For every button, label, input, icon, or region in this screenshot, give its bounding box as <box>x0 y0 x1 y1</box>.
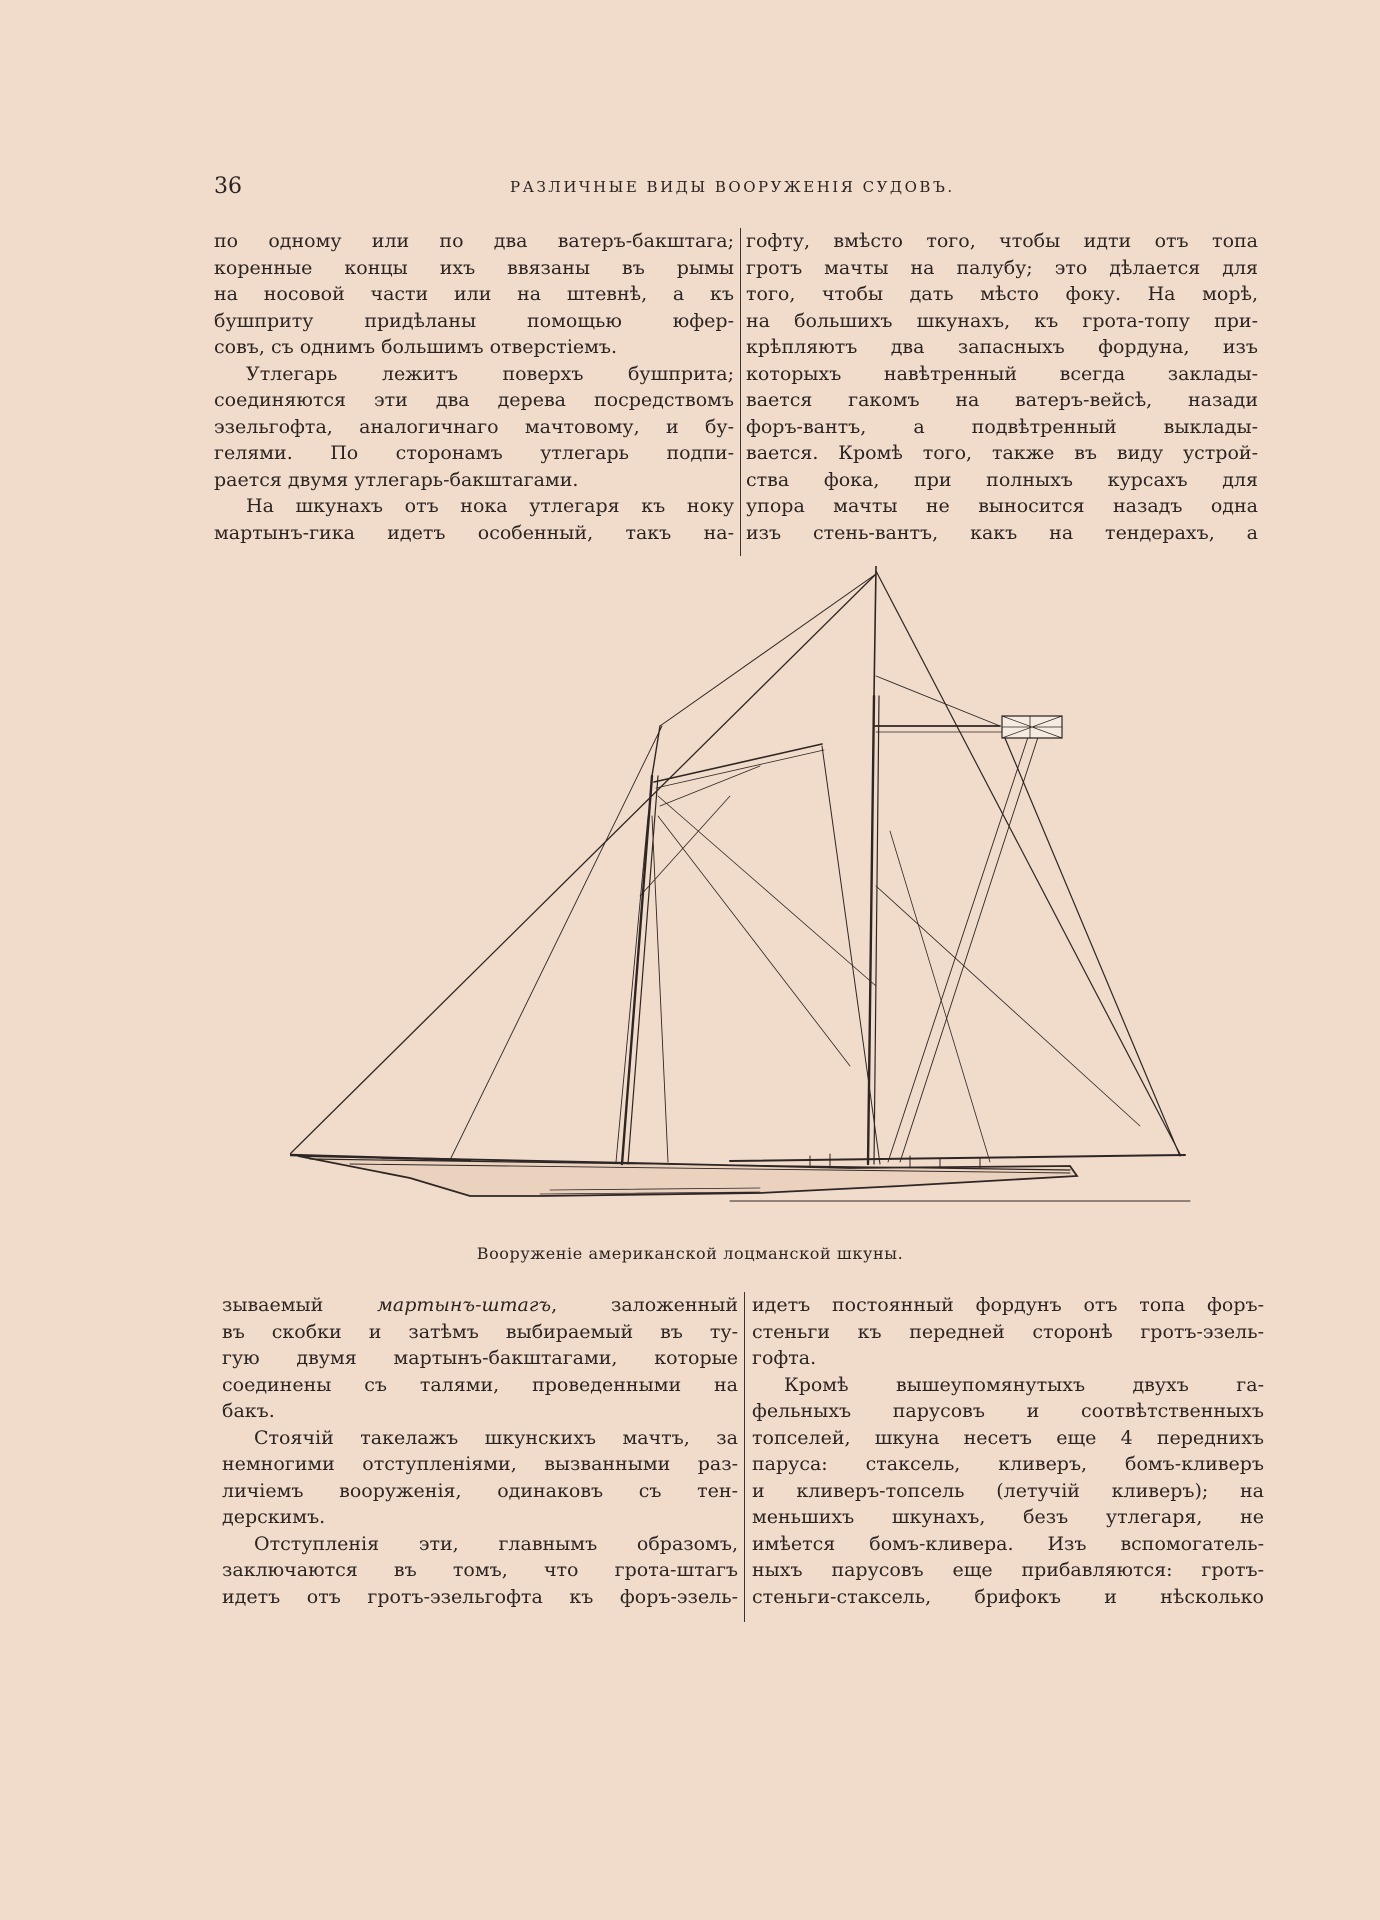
text-line: по одному или по два ватеръ-бакштага; <box>214 230 734 252</box>
mainmast-2 <box>874 696 879 1164</box>
mainsail-leech <box>1002 731 1180 1156</box>
text-line <box>222 1292 738 1319</box>
text-line: бушприту придѣланы помощью юфер- <box>214 309 734 332</box>
foremast <box>622 776 652 1164</box>
text-line: на большихъ шкунахъ, къ грота-топу при- <box>746 309 1258 332</box>
column-rule-top <box>740 228 741 556</box>
main-topsail-sheet <box>876 676 1000 726</box>
jib-stay <box>290 574 876 1154</box>
backstay-1 <box>888 731 1030 1162</box>
schooner-illustration <box>290 566 1230 1216</box>
maintopmast <box>874 566 876 696</box>
text-line: личіемъ вооруженія, одинаковъ съ тен- <box>222 1479 738 1502</box>
text-line: идетъ отъ гротъ-эзельгофта къ форъ-эзель- <box>222 1585 738 1608</box>
page-header <box>214 174 1266 204</box>
text-column-bottom-left <box>222 1292 738 1610</box>
text-column-top-right <box>746 228 1258 546</box>
text-line: меньшихъ шкунахъ, безъ утлегаря, не <box>752 1506 1264 1528</box>
text-line: рается двумя утлегарь-бакштагами. <box>214 468 579 491</box>
text-line: бакъ. <box>222 1400 275 1422</box>
main-boom <box>730 1155 1185 1161</box>
text-line: имѣется бомъ-кливера. Изъ вспомогатель- <box>752 1532 1264 1555</box>
text-line: соединены съ талями, проведенными на <box>222 1373 738 1396</box>
page-number: 36 <box>214 174 242 199</box>
text-line: топселей, шкуна несетъ еще 4 переднихъ <box>752 1426 1264 1449</box>
figure-caption: Вооруженіе американской лоцманской шкуны. <box>476 1244 904 1263</box>
fore-to-main-stay-2 <box>658 816 850 1066</box>
backstay-3 <box>890 831 990 1162</box>
foremast-2 <box>628 776 658 1164</box>
text-line: заключаются въ томъ, что грота-штагъ <box>222 1559 738 1581</box>
text-line: Утлегарь лежитъ поверхъ бушприта; <box>246 362 734 385</box>
italic-term: мартынъ-штагъ <box>377 1294 552 1316</box>
mainmast <box>868 696 874 1164</box>
text-line: изъ стень-вантъ, какъ на тендерахъ, а <box>746 521 1258 544</box>
text-line: Отступленія эти, главнымъ образомъ, <box>254 1532 738 1555</box>
text-line: гофта. <box>752 1347 817 1369</box>
text-line: вается. Кромѣ того, также въ виду устрой- <box>746 442 1258 464</box>
text-line: стеньги къ передней сторонѣ гротъ-эзель- <box>752 1320 1264 1343</box>
text-column-top-left <box>214 228 734 546</box>
text-line: ства фока, при полныхъ курсахъ для <box>746 468 1258 491</box>
fore-stay <box>450 726 662 1160</box>
text-line: гофту, вмѣсто того, чтобы идти отъ топа <box>746 230 1258 252</box>
text-line: коренные концы ихъ ввязаны въ рымы <box>214 256 734 279</box>
main-topmast-backstay <box>876 571 1180 1154</box>
fore-gaff-2 <box>656 750 824 788</box>
text-line: На шкунахъ отъ нока утлегаря къ ноку <box>246 495 734 517</box>
text-line: ныхъ парусовъ еще прибавляются: гротъ- <box>752 1559 1264 1581</box>
foresail-peak-halyard <box>660 766 760 806</box>
fore-gaff <box>654 744 822 782</box>
text-span: , заложенный <box>551 1294 738 1316</box>
running-head: РАЗЛИЧНЫЕ ВИДЫ ВООРУЖЕНІЯ СУДОВЪ. <box>510 178 955 196</box>
text-line: и кливеръ-топсель (летучій кливеръ); на <box>752 1479 1264 1502</box>
column-rule-bottom <box>744 1292 745 1622</box>
text-column-bottom-right <box>752 1292 1264 1610</box>
text-line: мартынъ-гика идетъ особенный, такъ на- <box>214 521 734 544</box>
backstay-2 <box>900 731 1040 1162</box>
text-line: форъ-вантъ, а подвѣтренный выклады- <box>746 415 1258 438</box>
text-line: крѣпляютъ два запасныхъ фордуна, изъ <box>746 336 1258 358</box>
topmast-stay <box>660 574 876 726</box>
text-line: того, чтобы дать мѣсто фоку. На морѣ, <box>746 283 1258 305</box>
text-line: на носовой части или на штевнѣ, а къ <box>214 283 734 305</box>
text-line: Стоячій такелажъ шкунскихъ мачтъ, за <box>254 1426 738 1449</box>
text-line: совъ, съ однимъ большимъ отверстіемъ. <box>214 336 618 358</box>
hull-outline <box>298 1156 1077 1196</box>
text-line: дерскимъ. <box>222 1506 326 1528</box>
text-line: идетъ постоянный фордунъ отъ топа форъ- <box>752 1294 1264 1316</box>
text-line: которыхъ навѣтренный всегда заклады- <box>746 362 1258 385</box>
text-line: гую двумя мартынъ-бакштагами, которые <box>222 1347 738 1369</box>
text-line: фельныхъ парусовъ и соотвѣтственныхъ <box>752 1400 1264 1422</box>
text-line: эзельгофта, аналогичнаго мачтовому, и бу- <box>214 415 734 438</box>
text-line: гелями. По сторонамъ утлегарь подпи- <box>214 442 734 464</box>
text-line: въ скобки и затѣмъ выбираемый въ ту- <box>222 1320 738 1343</box>
text-span: зываемый <box>222 1294 324 1316</box>
text-line: паруса: стаксель, кливеръ, бомъ-кливеръ <box>752 1453 1264 1475</box>
text-line: вается гакомъ на ватеръ-вейсѣ, назади <box>746 389 1258 411</box>
text-line: стеньги-стаксель, брифокъ и нѣсколько <box>752 1585 1264 1608</box>
text-line: упора мачты не выносится назадъ одна <box>746 495 1258 517</box>
text-line: Кромѣ вышеупомянутыхъ двухъ га- <box>784 1373 1264 1396</box>
text-line: соединяются эти два дерева посредствомъ <box>214 389 734 411</box>
text-line: немногими отступленіями, вызванными раз- <box>222 1453 738 1475</box>
text-line: гротъ мачты на палубу; это дѣлается для <box>746 256 1258 279</box>
topmast-shroud <box>876 886 1140 1126</box>
